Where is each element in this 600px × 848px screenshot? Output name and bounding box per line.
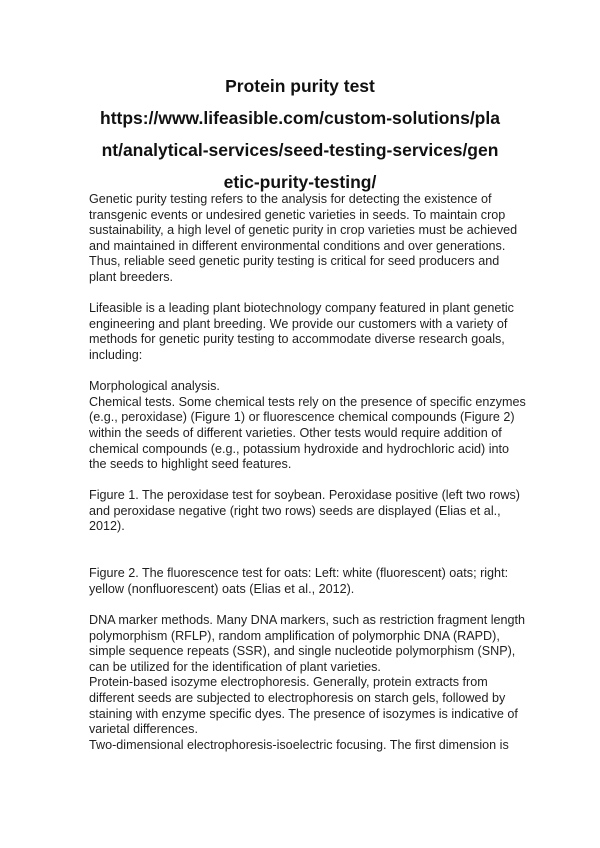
page-title: [80, 70, 520, 198]
text-line: different seeds are subjected to electrophoresis on starch gels, followed by: [89, 691, 506, 705]
text-line: Figure 2. The fluorescence test for oats: Left: white (fluorescent) oats; right:: [89, 566, 509, 581]
text-line: including:: [89, 347, 143, 362]
text-line: can be utilized for the identification of plant varieties.: [89, 659, 381, 674]
paragraph-dna-markers: [89, 613, 526, 753]
paragraph-methods: [89, 379, 526, 473]
text-line: (e.g., peroxidase) (Figure 1) or fluorescence chemical compounds (Figure 2): [89, 410, 515, 425]
text-line: engineering and plant breeding. We provide our customers with a variety of: [89, 316, 508, 331]
text-line: Morphological analysis.: [89, 379, 220, 394]
title-line: https://www.lifeasible.com/custom-solutions/pla: [100, 108, 500, 128]
text-line: Genetic purity testing refers to the analysis for detecting the existence of: [89, 192, 492, 206]
text-line: varietal differences.: [89, 722, 198, 737]
text-line: and maintained in different environmental conditions and over generations.: [89, 238, 506, 253]
text-line: the seeds to highlight seed features.: [89, 457, 292, 472]
text-line: plant breeders.: [89, 269, 174, 284]
text-line: Two-dimensional electrophoresis-isoelectric focusing. The first dimension is: [89, 737, 509, 752]
text-line: within the seeds of different varieties. Other tests would require addition of: [89, 425, 502, 440]
text-line: methods for genetic purity testing to accommodate diverse research goals,: [89, 332, 505, 347]
text-line: chemical compounds (e.g., potassium hydroxide and hydrochloric acid) into: [89, 441, 510, 456]
text-line: Figure 1. The peroxidase test for soybean. Peroxidase positive (left two rows): [89, 488, 520, 503]
text-line: and peroxidase negative (right two rows) seeds are displayed (Elias et al.,: [89, 503, 501, 518]
text-line: Thus, reliable seed genetic purity testing is critical for seed producers and: [89, 254, 500, 269]
title-line: etic-purity-testing/: [223, 172, 377, 192]
title-line: nt/analytical-services/seed-testing-services/gen: [101, 140, 499, 160]
paragraph-company: [89, 301, 519, 363]
text-line: simple sequence repeats (SSR), and single nucleotide polymorphism (SNP),: [89, 644, 516, 659]
text-line: Lifeasible is a leading plant biotechnology company featured in plant genetic: [89, 301, 514, 316]
text-line: sustainability, a high level of genetic purity in crop varieties must be achieved: [89, 223, 518, 238]
text-line: staining with enzyme specific dyes. The presence of isozymes is indicative of: [89, 706, 518, 721]
figure-1-caption: [89, 488, 519, 535]
document-body: [89, 192, 526, 753]
text-line: Protein-based isozyme electrophoresis. Generally, protein extracts from: [89, 675, 488, 690]
text-line: transgenic events or undesired genetic varieties in seeds. To maintain crop: [89, 207, 506, 222]
figure-2-caption: [89, 566, 519, 597]
text-line: Chemical tests. Some chemical tests rely on the presence of specific enzymes: [89, 394, 526, 409]
text-line: 2012).: [89, 519, 125, 534]
title-line: Protein purity test: [225, 76, 375, 96]
text-line: polymorphism (RFLP), random amplification of polymorphic DNA (RAPD),: [89, 628, 500, 643]
text-line: yellow (nonfluorescent) oats (Elias et al., 2012).: [89, 581, 355, 596]
text-line: DNA marker methods. Many DNA markers, such as restriction fragment length: [89, 613, 526, 628]
paragraph-intro: [89, 192, 519, 286]
